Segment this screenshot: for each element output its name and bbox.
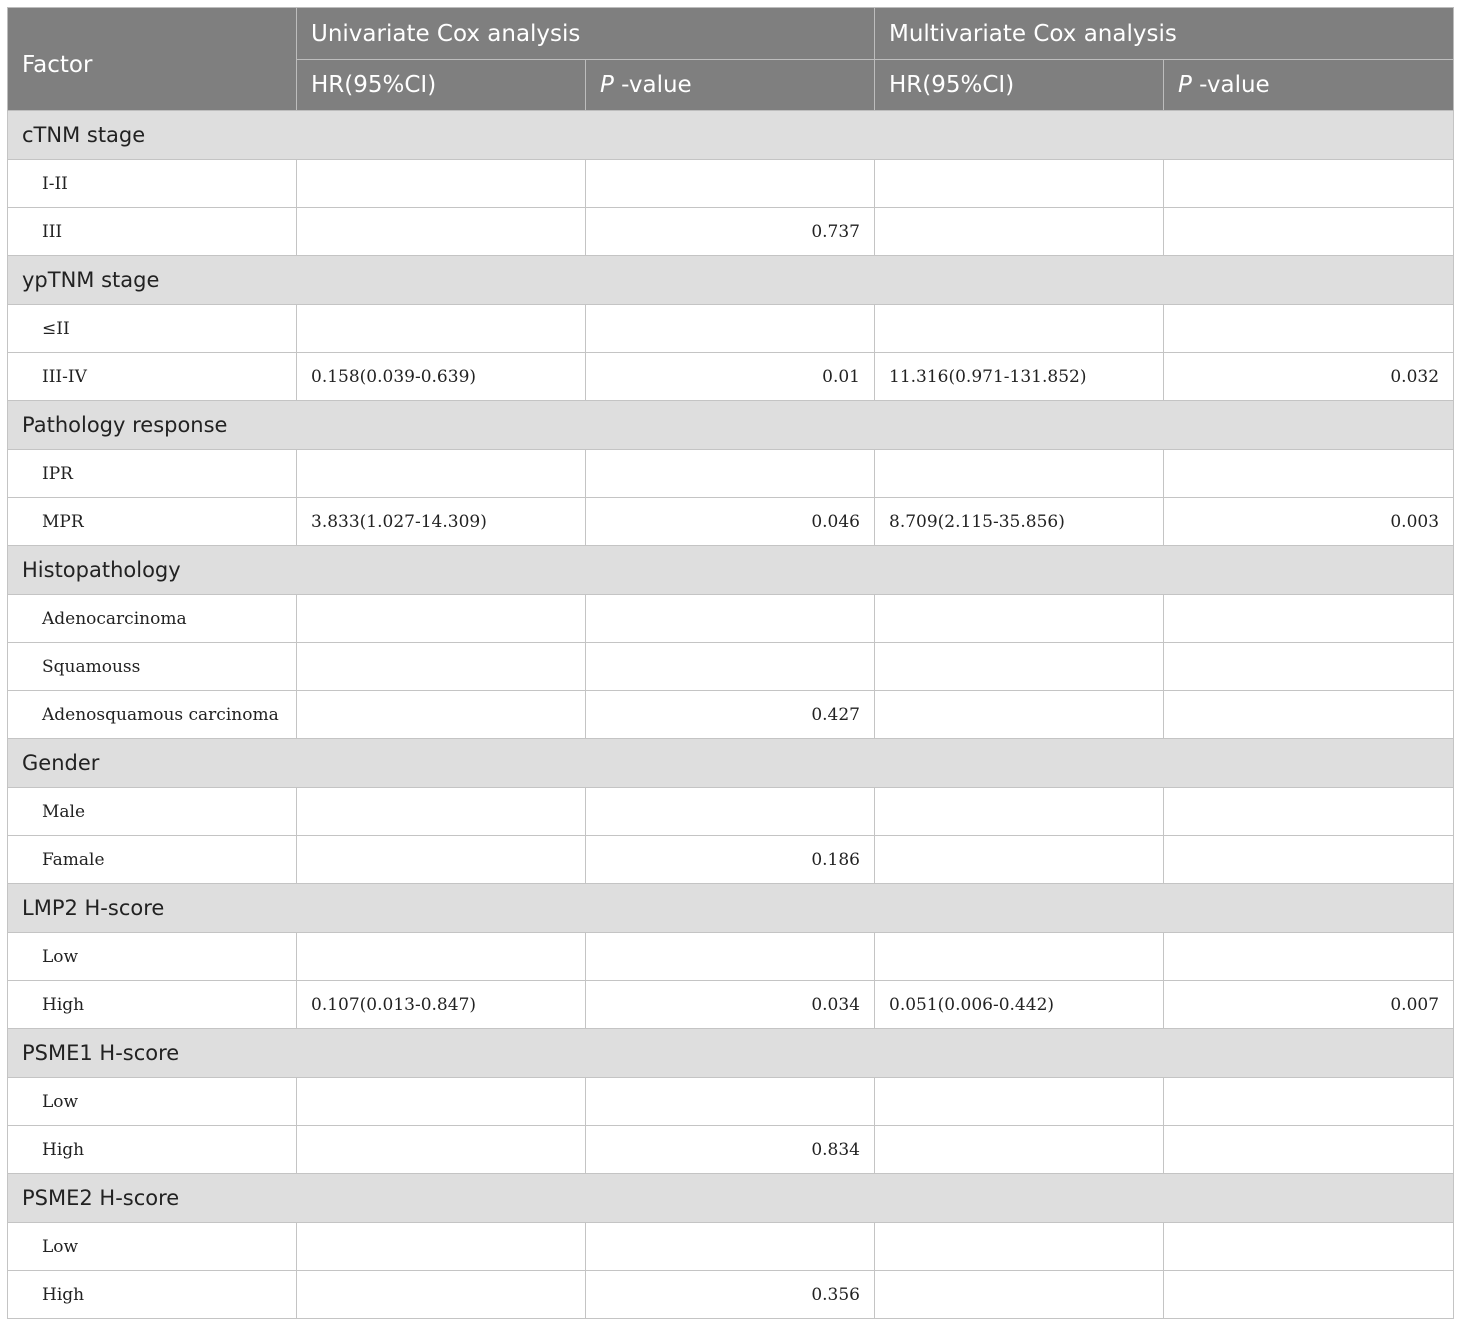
row-label: Low xyxy=(8,933,297,981)
table-header xyxy=(8,8,1454,111)
row-label: Adenocarcinoma xyxy=(8,595,297,643)
uni-hr-cell xyxy=(297,208,586,256)
multi-hr-cell xyxy=(875,788,1164,836)
table-row xyxy=(8,353,1454,401)
multi-p-cell xyxy=(1164,1223,1454,1271)
multi-p-cell xyxy=(1164,160,1454,208)
uni-p-cell: 0.186 xyxy=(586,836,875,884)
multi-hr-cell xyxy=(875,450,1164,498)
row-label: Adenosquamous carcinoma xyxy=(8,691,297,739)
group-title: Gender xyxy=(8,739,1454,788)
p-italic: P xyxy=(1178,72,1192,98)
uni-p-cell xyxy=(586,788,875,836)
group-row xyxy=(8,256,1454,305)
multi-p-cell: 0.032 xyxy=(1164,353,1454,401)
row-label: Famale xyxy=(8,836,297,884)
uni-p-cell: 0.737 xyxy=(586,208,875,256)
header-multivariate: Multivariate Cox analysis xyxy=(875,8,1454,60)
uni-p-cell xyxy=(586,643,875,691)
uni-p-cell xyxy=(586,1223,875,1271)
multi-p-cell xyxy=(1164,1078,1454,1126)
multi-hr-cell xyxy=(875,643,1164,691)
table-row xyxy=(8,450,1454,498)
table-body xyxy=(8,111,1454,1319)
row-label: ≤II xyxy=(8,305,297,353)
table-row xyxy=(8,981,1454,1029)
uni-hr-cell xyxy=(297,1078,586,1126)
uni-p-cell: 0.427 xyxy=(586,691,875,739)
table-row xyxy=(8,305,1454,353)
multi-hr-cell xyxy=(875,1271,1164,1319)
group-row xyxy=(8,401,1454,450)
row-label: Male xyxy=(8,788,297,836)
table-row xyxy=(8,836,1454,884)
multi-hr-cell xyxy=(875,691,1164,739)
p-suffix: -value xyxy=(613,72,692,98)
uni-hr-cell xyxy=(297,450,586,498)
uni-hr-cell xyxy=(297,1223,586,1271)
multi-p-cell xyxy=(1164,788,1454,836)
multi-p-cell xyxy=(1164,691,1454,739)
row-label: III-IV xyxy=(8,353,297,401)
group-row xyxy=(8,1174,1454,1223)
group-title: PSME2 H-score xyxy=(8,1174,1454,1223)
table-row xyxy=(8,1126,1454,1174)
group-row xyxy=(8,111,1454,160)
group-title: ypTNM stage xyxy=(8,256,1454,305)
header-uni-hr: HR(95%CI) xyxy=(297,60,586,111)
uni-p-cell xyxy=(586,450,875,498)
multi-hr-cell: 11.316(0.971-131.852) xyxy=(875,353,1164,401)
table-row xyxy=(8,933,1454,981)
multi-p-cell xyxy=(1164,1271,1454,1319)
multi-hr-cell xyxy=(875,1126,1164,1174)
multi-hr-cell xyxy=(875,1223,1164,1271)
uni-p-cell: 0.034 xyxy=(586,981,875,1029)
multi-p-cell xyxy=(1164,933,1454,981)
multi-p-cell: 0.003 xyxy=(1164,498,1454,546)
header-multi-hr: HR(95%CI) xyxy=(875,60,1164,111)
multi-p-cell: 0.007 xyxy=(1164,981,1454,1029)
multi-hr-cell xyxy=(875,208,1164,256)
uni-hr-cell xyxy=(297,1126,586,1174)
uni-p-cell: 0.046 xyxy=(586,498,875,546)
p-suffix: -value xyxy=(1191,72,1270,98)
multi-p-cell xyxy=(1164,836,1454,884)
uni-hr-cell xyxy=(297,595,586,643)
multi-p-cell xyxy=(1164,1126,1454,1174)
uni-hr-cell xyxy=(297,691,586,739)
row-label: Squamouss xyxy=(8,643,297,691)
group-title: cTNM stage xyxy=(8,111,1454,160)
table-row xyxy=(8,595,1454,643)
group-row xyxy=(8,884,1454,933)
p-italic: P xyxy=(600,72,614,98)
header-univariate: Univariate Cox analysis xyxy=(297,8,875,60)
uni-p-cell xyxy=(586,1078,875,1126)
table-row xyxy=(8,208,1454,256)
uni-hr-cell xyxy=(297,836,586,884)
multi-hr-cell xyxy=(875,305,1164,353)
row-label: MPR xyxy=(8,498,297,546)
multi-hr-cell xyxy=(875,933,1164,981)
multi-hr-cell: 0.051(0.006-0.442) xyxy=(875,981,1164,1029)
table-row xyxy=(8,643,1454,691)
table-row xyxy=(8,1271,1454,1319)
multi-hr-cell xyxy=(875,1078,1164,1126)
multi-hr-cell xyxy=(875,160,1164,208)
uni-p-cell xyxy=(586,933,875,981)
header-factor: Factor xyxy=(8,8,297,111)
uni-hr-cell: 3.833(1.027-14.309) xyxy=(297,498,586,546)
uni-hr-cell xyxy=(297,643,586,691)
uni-p-cell: 0.356 xyxy=(586,1271,875,1319)
group-title: LMP2 H-score xyxy=(8,884,1454,933)
uni-p-cell: 0.834 xyxy=(586,1126,875,1174)
row-label: IPR xyxy=(8,450,297,498)
row-label: III xyxy=(8,208,297,256)
multi-p-cell xyxy=(1164,643,1454,691)
row-label: Low xyxy=(8,1223,297,1271)
group-title: Histopathology xyxy=(8,546,1454,595)
group-title: PSME1 H-score xyxy=(8,1029,1454,1078)
uni-hr-cell xyxy=(297,305,586,353)
multi-hr-cell xyxy=(875,836,1164,884)
uni-p-cell: 0.01 xyxy=(586,353,875,401)
row-label: High xyxy=(8,1126,297,1174)
header-multi-p xyxy=(1164,60,1454,111)
multi-hr-cell: 8.709(2.115-35.856) xyxy=(875,498,1164,546)
row-label: I-II xyxy=(8,160,297,208)
table-row xyxy=(8,1223,1454,1271)
uni-hr-cell: 0.158(0.039-0.639) xyxy=(297,353,586,401)
table-row xyxy=(8,1078,1454,1126)
uni-hr-cell xyxy=(297,1271,586,1319)
uni-hr-cell: 0.107(0.013-0.847) xyxy=(297,981,586,1029)
uni-p-cell xyxy=(586,160,875,208)
table-row xyxy=(8,691,1454,739)
uni-p-cell xyxy=(586,305,875,353)
multi-p-cell xyxy=(1164,208,1454,256)
table-row xyxy=(8,788,1454,836)
cox-analysis-table xyxy=(7,7,1454,1319)
row-label: High xyxy=(8,981,297,1029)
multi-p-cell xyxy=(1164,305,1454,353)
row-label: High xyxy=(8,1271,297,1319)
table-row xyxy=(8,160,1454,208)
header-uni-p xyxy=(586,60,875,111)
group-row xyxy=(8,546,1454,595)
group-row xyxy=(8,739,1454,788)
uni-hr-cell xyxy=(297,788,586,836)
group-row xyxy=(8,1029,1454,1078)
row-label: Low xyxy=(8,1078,297,1126)
table-row xyxy=(8,498,1454,546)
multi-p-cell xyxy=(1164,450,1454,498)
uni-p-cell xyxy=(586,595,875,643)
uni-hr-cell xyxy=(297,160,586,208)
group-title: Pathology response xyxy=(8,401,1454,450)
multi-p-cell xyxy=(1164,595,1454,643)
multi-hr-cell xyxy=(875,595,1164,643)
uni-hr-cell xyxy=(297,933,586,981)
